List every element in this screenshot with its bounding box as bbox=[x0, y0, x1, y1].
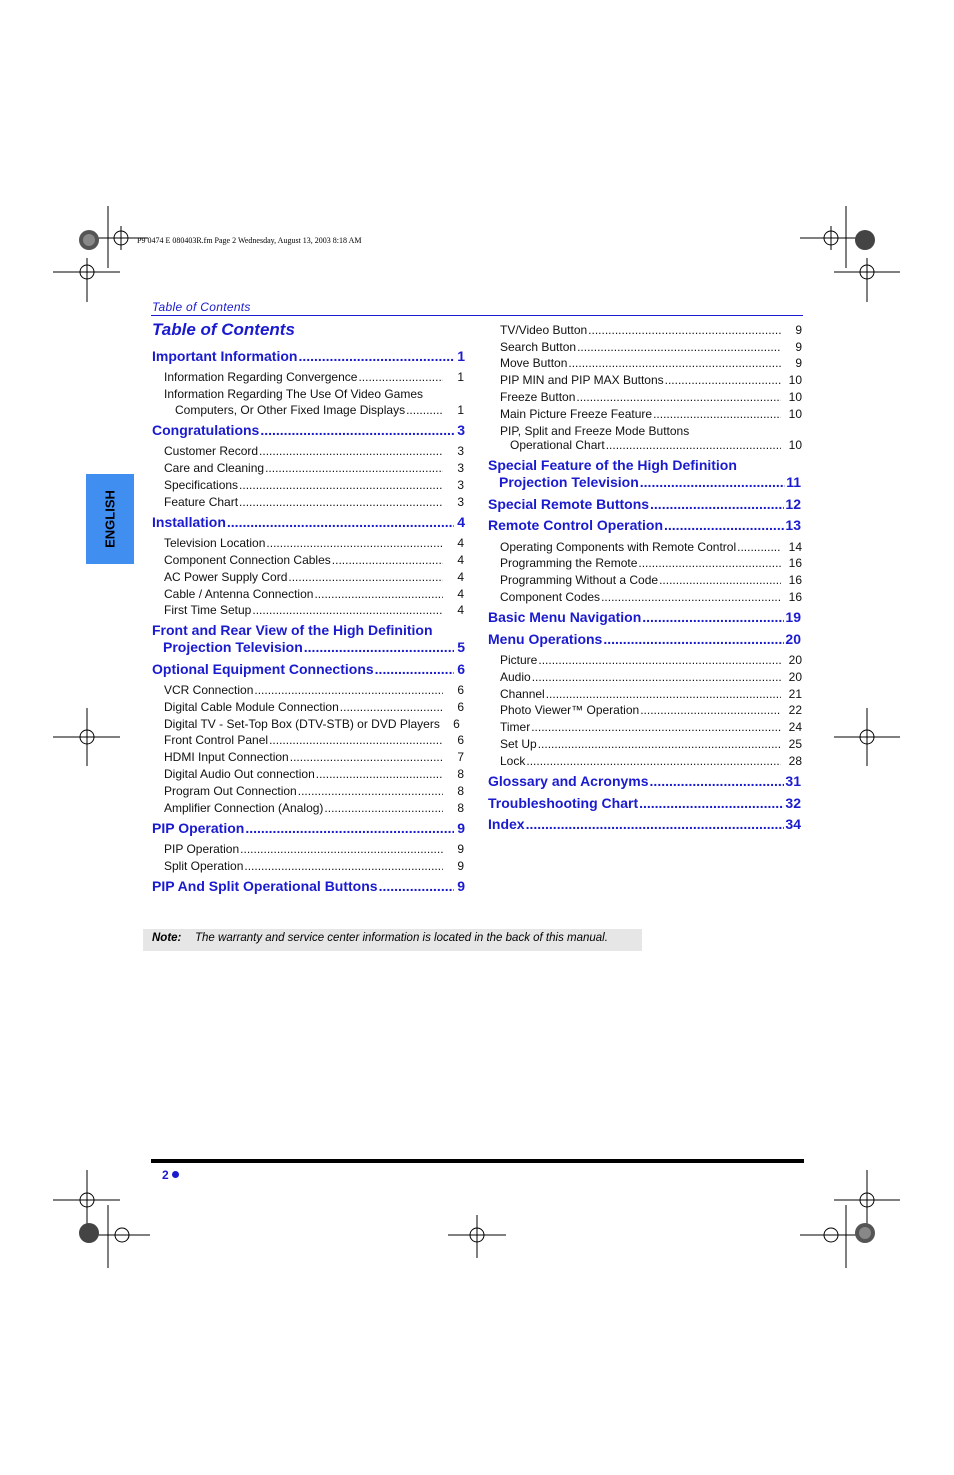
toc-entry-programming-remote[interactable]: Programming the Remote ..... 16 bbox=[500, 556, 802, 570]
bullet-icon bbox=[172, 1171, 179, 1178]
toc-entry-optional-equipment[interactable]: Optional Equipment Connections ..... 6 bbox=[152, 661, 465, 677]
page-title: Table of Contents bbox=[152, 320, 295, 339]
toc-entry-pip-operation[interactable]: PIP Operation ..... 9 bbox=[152, 820, 465, 836]
print-header: P9 0474 E 080403R.fm Page 2 Wednesday, August 13, 2003 8:18 AM bbox=[137, 236, 362, 245]
toc-entry-congratulations[interactable]: Congratulations ..... 3 bbox=[152, 422, 465, 438]
toc-entry-remote-control-operation[interactable]: Remote Control Operation ..... 13 bbox=[488, 517, 801, 533]
toc-entry-front-rear-line1[interactable]: Front and Rear View of the High Definition bbox=[152, 622, 433, 638]
toc-entry-front-control-panel[interactable]: Front Control Panel ..... 6 bbox=[164, 733, 464, 747]
toc-entry-installation[interactable]: Installation ..... 4 bbox=[152, 514, 465, 530]
toc-entry-special-feature[interactable]: Projection Television ..... 11 bbox=[499, 474, 801, 490]
toc-entry-timer[interactable]: Timer ..... 24 bbox=[500, 720, 802, 734]
toc-entry-feature-chart[interactable]: Feature Chart ..... 3 bbox=[164, 495, 464, 509]
toc-entry-menu-operations[interactable]: Menu Operations ..... 20 bbox=[488, 631, 801, 647]
toc-entry-set-up[interactable]: Set Up ..... 25 bbox=[500, 737, 802, 751]
toc-entry-index[interactable]: Index ..... 34 bbox=[488, 816, 801, 832]
toc-entry-video-games[interactable]: Computers, Or Other Fixed Image Displays ..... 1 bbox=[175, 403, 464, 417]
toc-entry-glossary[interactable]: Glossary and Acronyms ..... 31 bbox=[488, 773, 801, 789]
toc-entry-front-rear[interactable]: Projection Television ..... 5 bbox=[163, 639, 465, 655]
toc-entry-programming-without-code[interactable]: Programming Without a Code ..... 16 bbox=[500, 573, 802, 587]
footer-rule bbox=[151, 1159, 804, 1163]
toc-entry-ac-power[interactable]: AC Power Supply Cord ..... 4 bbox=[164, 570, 464, 584]
toc-entry-amplifier[interactable]: Amplifier Connection (Analog) ..... 8 bbox=[164, 801, 464, 815]
language-tab-label: ENGLISH bbox=[102, 490, 118, 548]
toc-entry-convergence[interactable]: Information Regarding Convergence ..... 1 bbox=[164, 370, 464, 384]
toc-entry-video-games-line1[interactable]: Information Regarding The Use Of Video Games bbox=[164, 387, 424, 401]
toc-entry-search-button[interactable]: Search Button ..... 9 bbox=[500, 340, 802, 354]
toc-entry-lock[interactable]: Lock ..... 28 bbox=[500, 754, 802, 768]
toc-entry-pip-operation-sub[interactable]: PIP Operation ..... 9 bbox=[164, 842, 464, 856]
toc-entry-component-codes[interactable]: Component Codes ..... 16 bbox=[500, 590, 802, 604]
toc-entry-tv-video-button[interactable]: TV/Video Button ..... 9 bbox=[500, 323, 802, 337]
toc-entry-customer-record[interactable]: Customer Record ..... 3 bbox=[164, 444, 464, 458]
toc-entry-specifications[interactable]: Specifications ..... 3 bbox=[164, 478, 464, 492]
toc-entry-freeze-button[interactable]: Freeze Button ..... 10 bbox=[500, 390, 802, 404]
toc-entry-picture[interactable]: Picture ..... 20 bbox=[500, 653, 802, 667]
toc-entry-move-button[interactable]: Move Button ..... 9 bbox=[500, 356, 802, 370]
toc-entry-television-location[interactable]: Television Location ..... 4 bbox=[164, 536, 464, 550]
toc-entry-cable-antenna[interactable]: Cable / Antenna Connection ..... 4 bbox=[164, 587, 464, 601]
toc-entry-main-picture-freeze[interactable]: Main Picture Freeze Feature ..... 10 bbox=[500, 407, 802, 421]
toc-entry-first-time-setup[interactable]: First Time Setup ..... 4 bbox=[164, 603, 464, 617]
toc-entry-component-cables[interactable]: Component Connection Cables ..... 4 bbox=[164, 553, 464, 567]
toc-entry-program-out[interactable]: Program Out Connection ..... 8 bbox=[164, 784, 464, 798]
toc-entry-special-feature-line1[interactable]: Special Feature of the High Definition bbox=[488, 457, 737, 473]
toc-entry-care-cleaning[interactable]: Care and Cleaning ..... 3 bbox=[164, 461, 464, 475]
page-number: 2 bbox=[162, 1168, 169, 1182]
toc-entry-vcr[interactable]: VCR Connection ..... 6 bbox=[164, 683, 464, 697]
toc-entry-special-remote[interactable]: Special Remote Buttons ..... 12 bbox=[488, 496, 801, 512]
toc-entry-audio[interactable]: Audio ..... 20 bbox=[500, 670, 802, 684]
toc-entry-split-operation[interactable]: Split Operation ..... 9 bbox=[164, 859, 464, 873]
language-tab bbox=[86, 474, 134, 564]
toc-entry-troubleshooting[interactable]: Troubleshooting Chart ..... 32 bbox=[488, 795, 801, 811]
toc-entry-pip-split-buttons[interactable]: PIP And Split Operational Buttons ..... 9 bbox=[152, 878, 465, 894]
toc-entry-photo-viewer[interactable]: Photo Viewer™ Operation ..... 22 bbox=[500, 703, 802, 717]
toc-entry-operating-components[interactable]: Operating Components with Remote Control ..... 14 bbox=[500, 540, 802, 554]
toc-entry-digital-cable-module[interactable]: Digital Cable Module Connection ..... 6 bbox=[164, 700, 464, 714]
toc-entry-digital-audio-out[interactable]: Digital Audio Out connection ..... 8 bbox=[164, 767, 464, 781]
toc-entry-pip-min-max[interactable]: PIP MIN and PIP MAX Buttons ..... 10 bbox=[500, 373, 802, 387]
toc-entry-important-information[interactable]: Important Information ..... 1 bbox=[152, 348, 465, 364]
toc-entry-dtv-stb[interactable]: Digital TV - Set-Top Box (DTV-STB) or DVD Players 6 bbox=[164, 717, 460, 731]
toc-entry-basic-menu[interactable]: Basic Menu Navigation ..... 19 bbox=[488, 609, 801, 625]
toc-entry-pip-split-freeze[interactable]: Operational Chart ..... 10 bbox=[510, 438, 802, 452]
section-label: Table of Contents bbox=[152, 300, 251, 314]
toc-entry-pip-split-freeze-line1[interactable]: PIP, Split and Freeze Mode Buttons bbox=[500, 424, 690, 438]
header-rule bbox=[151, 315, 803, 316]
toc-entry-channel[interactable]: Channel ..... 21 bbox=[500, 687, 802, 701]
toc-entry-hdmi[interactable]: HDMI Input Connection ..... 7 bbox=[164, 750, 464, 764]
note-text: The warranty and service center information is located in the back of this manual. bbox=[195, 932, 608, 944]
note-label: Note: bbox=[152, 932, 182, 944]
